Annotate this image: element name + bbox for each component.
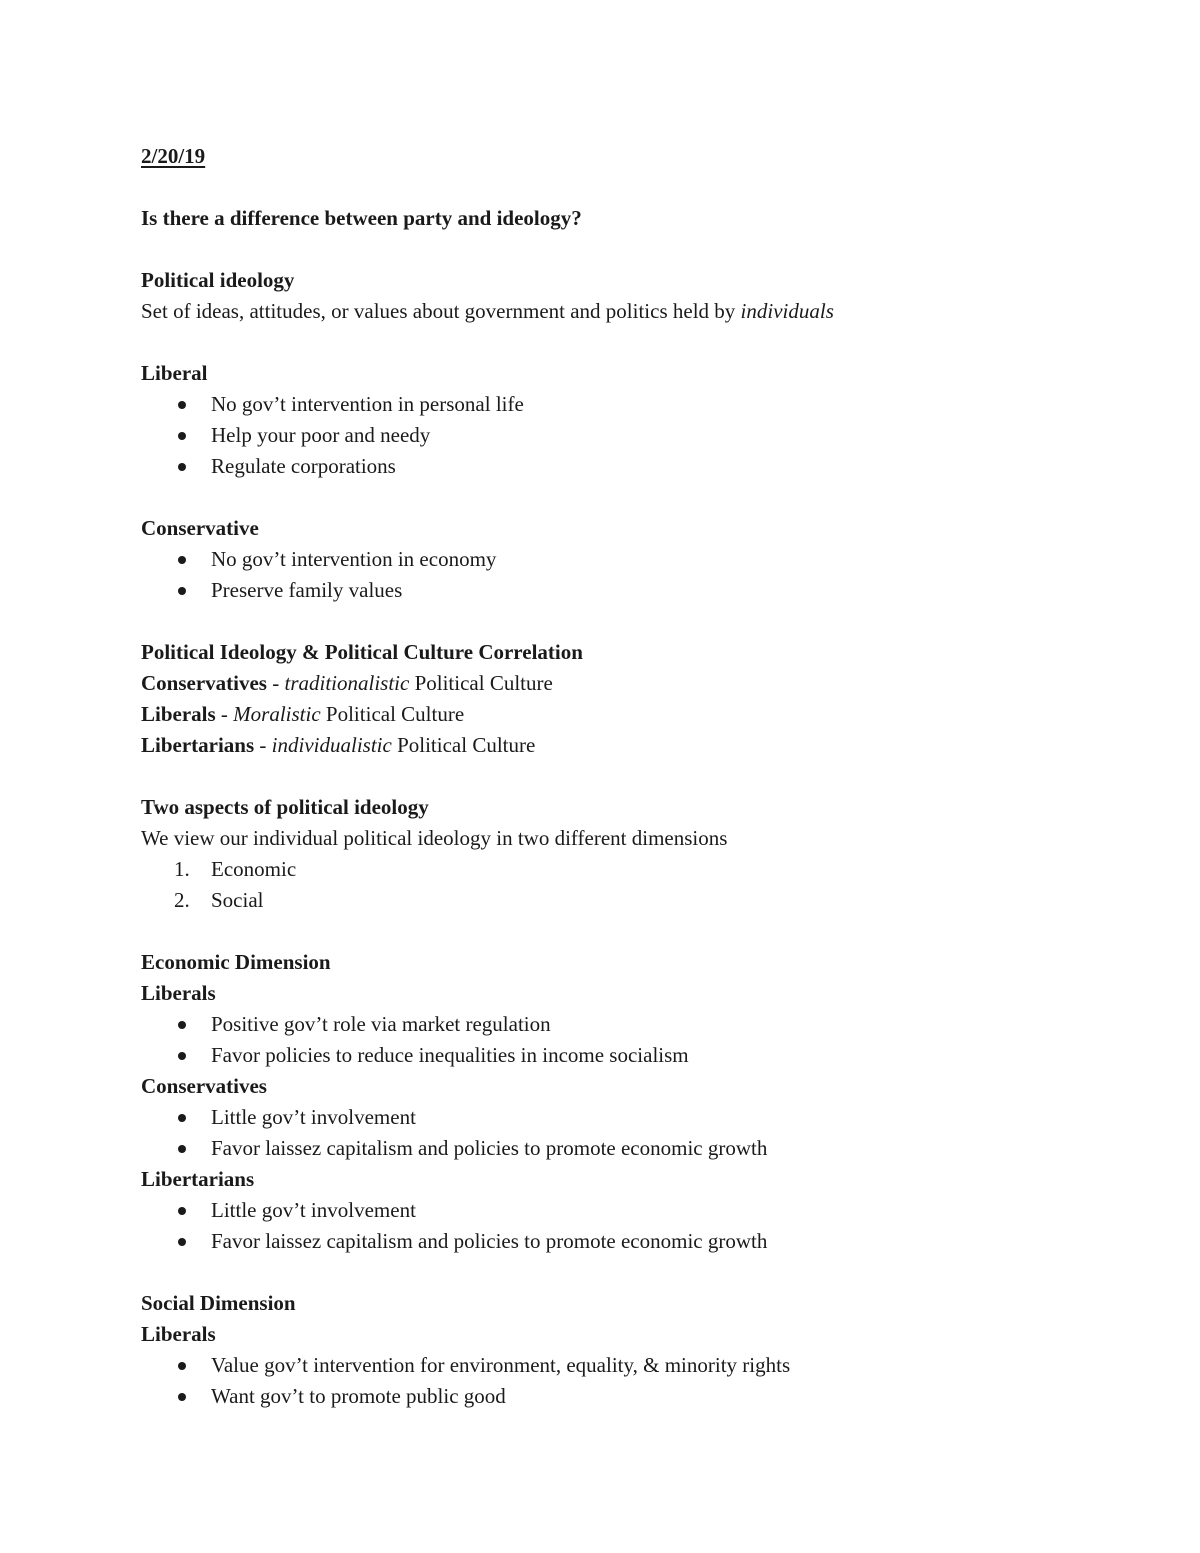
correlation-heading: Political Ideology & Political Culture Correlation: [141, 640, 583, 664]
economic-group-heading: Liberals: [141, 981, 216, 1005]
economic-conservatives-list: [141, 1102, 1101, 1164]
conservative-heading: Conservative: [141, 516, 259, 540]
economic-group-heading: Conservatives: [141, 1074, 267, 1098]
bullet-icon: [178, 1145, 186, 1153]
list-item: Help your poor and needy: [141, 420, 1101, 451]
social-group-heading: Liberals: [141, 1322, 216, 1346]
bullet-icon: [178, 432, 186, 440]
document-body: [141, 141, 1101, 1412]
bullet-icon: [178, 1052, 186, 1060]
note-date: 2/20/19: [141, 144, 206, 168]
liberal-list: [141, 389, 1101, 482]
two-aspects-heading: Two aspects of political ideology: [141, 795, 429, 819]
list-item: Want gov’t to promote public good: [141, 1381, 1101, 1412]
list-item: No gov’t intervention in economy: [141, 544, 1101, 575]
bullet-icon: [178, 1207, 186, 1215]
question-heading: Is there a difference between party and ideology?: [141, 206, 582, 230]
social-dimension-heading: Social Dimension: [141, 1291, 296, 1315]
bullet-icon: [178, 463, 186, 471]
liberal-heading: Liberal: [141, 361, 208, 385]
list-number: 2.: [174, 888, 190, 912]
political-ideology-heading: Political ideology: [141, 268, 295, 292]
list-item: Favor policies to reduce inequalities in income socialism: [141, 1040, 1101, 1071]
political-ideology-definition: Set of ideas, attitudes, or values about government and politics held by individuals: [141, 299, 834, 323]
list-item: Positive gov’t role via market regulation: [141, 1009, 1101, 1040]
bullet-icon: [178, 1114, 186, 1122]
list-item: No gov’t intervention in personal life: [141, 389, 1101, 420]
list-item: Favor laissez capitalism and policies to promote economic growth: [141, 1133, 1101, 1164]
conservative-list: [141, 544, 1101, 606]
economic-group-heading: Libertarians: [141, 1167, 255, 1191]
bullet-icon: [178, 1362, 186, 1370]
economic-libertarians-list: [141, 1195, 1101, 1257]
list-item: Little gov’t involvement: [141, 1102, 1101, 1133]
two-aspects-text: We view our individual political ideology in two different dimensions: [141, 826, 728, 850]
list-number: 1.: [174, 857, 190, 881]
bullet-icon: [178, 1021, 186, 1029]
bullet-icon: [178, 1238, 186, 1246]
list-item: Regulate corporations: [141, 451, 1101, 482]
bullet-icon: [178, 587, 186, 595]
bullet-icon: [178, 556, 186, 564]
list-item: 1. Economic: [141, 854, 1101, 885]
list-item: Little gov’t involvement: [141, 1195, 1101, 1226]
list-item: 2. Social: [141, 885, 1101, 916]
correlation-row: Liberals - Moralistic Political Culture: [141, 702, 465, 726]
bullet-icon: [178, 401, 186, 409]
list-item: Value gov’t intervention for environment, equality, & minority rights: [141, 1350, 1101, 1381]
list-item: Preserve family values: [141, 575, 1101, 606]
social-liberals-list: [141, 1350, 1101, 1412]
bullet-icon: [178, 1393, 186, 1401]
two-aspects-list: [141, 854, 1101, 916]
correlation-row: Libertarians - individualistic Political Culture: [141, 733, 536, 757]
list-item: Favor laissez capitalism and policies to promote economic growth: [141, 1226, 1101, 1257]
economic-liberals-list: [141, 1009, 1101, 1071]
correlation-row: Conservatives - traditionalistic Political Culture: [141, 671, 553, 695]
economic-dimension-heading: Economic Dimension: [141, 950, 331, 974]
